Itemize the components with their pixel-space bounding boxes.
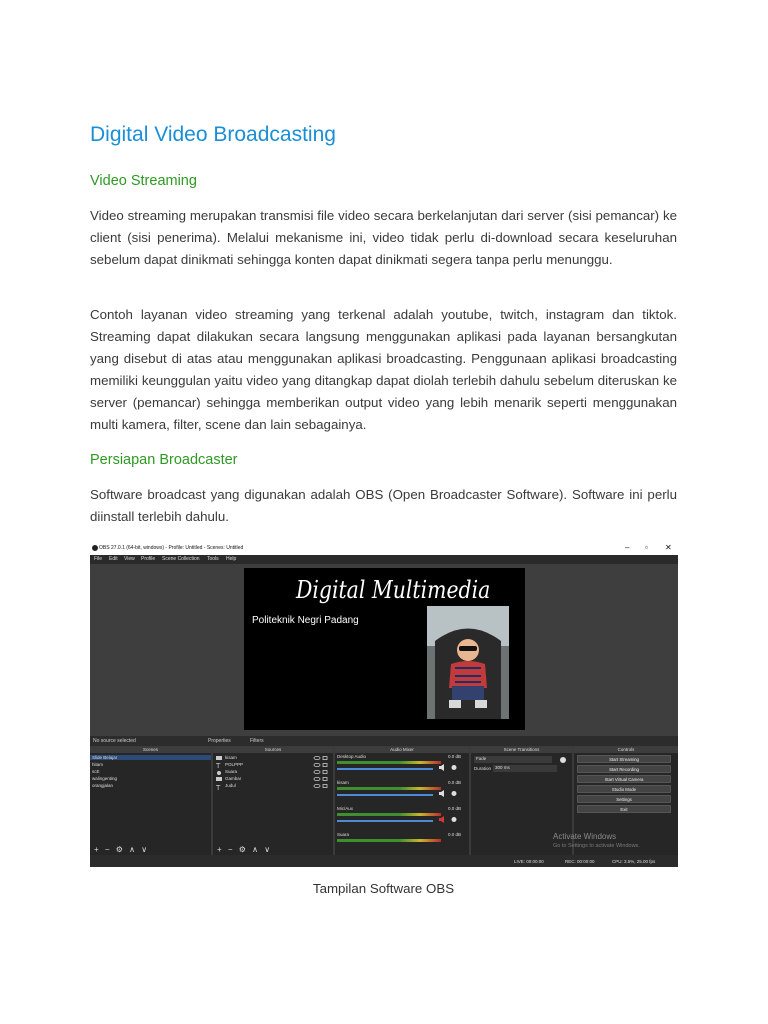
mixer-channel-name: Mic/Aux xyxy=(337,806,354,811)
activate-windows-subtitle: Go to Settings to activate Windows. xyxy=(553,843,640,849)
scenes-header: Scenes xyxy=(90,747,211,753)
audio-mixer-header: Audio Mixer xyxy=(335,747,469,753)
audio-mixer-dock xyxy=(335,747,469,855)
start-virtual-camera-button[interactable]: Start Virtual Camera xyxy=(577,775,671,783)
obs-statusbar xyxy=(90,855,678,867)
canvas-subtitle: Politeknik Negri Padang xyxy=(252,615,359,626)
source-item[interactable]: Gambar xyxy=(225,776,242,781)
menu-scene-collection[interactable]: Scene Collection xyxy=(162,556,200,562)
duration-input[interactable]: 300 ms xyxy=(493,765,557,772)
duration-label: Duration xyxy=(474,766,492,771)
obs-preview-area xyxy=(90,564,678,736)
properties-button[interactable]: Properties xyxy=(208,738,231,744)
obs-titlebar xyxy=(90,542,678,555)
close-icon[interactable]: ✕ xyxy=(665,543,672,552)
volume-meter xyxy=(337,761,441,764)
scene-item[interactable]: orangjalan xyxy=(92,783,114,788)
document-title: Digital Video Broadcasting xyxy=(90,123,336,146)
mixer-channel-name: Suara xyxy=(337,832,350,837)
volume-slider[interactable] xyxy=(337,794,433,796)
filters-button[interactable]: Filters xyxy=(250,738,264,744)
mixer-channel-db: 0.0 dB xyxy=(448,754,462,759)
transition-gear-icon[interactable] xyxy=(559,756,567,772)
mixer-channel-db: 0.0 dB xyxy=(448,832,462,837)
rec-time: REC: 00:00:00 xyxy=(565,859,595,864)
live-time: LIVE: 00:00:00 xyxy=(514,859,544,864)
studio-mode-button[interactable]: Studio Mode xyxy=(577,785,671,793)
transition-select[interactable]: Fade xyxy=(474,756,552,763)
visibility-lock-icons[interactable] xyxy=(313,755,329,791)
mixer-channel-db: 0.0 dB xyxy=(448,806,462,811)
scene-item[interactable]: scE xyxy=(92,769,100,774)
scenes-dock xyxy=(90,747,211,855)
exit-button[interactable]: Exit xyxy=(577,805,671,813)
scenes-tools[interactable]: + − ⚙ ∧ ∨ xyxy=(94,845,150,854)
heading-video-streaming: Video Streaming xyxy=(90,173,197,189)
scene-item[interactable]: Slide Belajar xyxy=(90,755,211,760)
settings-button[interactable]: Settings xyxy=(577,795,671,803)
figure-caption: Tampilan Software OBS xyxy=(312,881,455,896)
mixer-channel-name: Desktop Audio xyxy=(337,754,367,759)
no-source-label: No source selected xyxy=(93,738,136,744)
speaker-gear-icons[interactable] xyxy=(438,764,464,824)
sources-tools[interactable]: + − ⚙ ∧ ∨ xyxy=(217,845,273,854)
obs-window-title: OBS 27.0.1 (64-bit, windows) - Profile: Untitled - Scenes: Untitled xyxy=(99,545,244,551)
source-type-icons xyxy=(215,755,223,791)
menu-help[interactable]: Help xyxy=(226,556,237,562)
mixer-channel-db: 0.0 dB xyxy=(448,780,462,785)
scene-item[interactable]: hitam xyxy=(92,762,104,767)
scene-item[interactable]: walingenting xyxy=(92,776,118,781)
scene-transitions-header: Scene Transitions xyxy=(471,747,572,753)
obs-screenshot xyxy=(90,542,678,867)
source-toolbar xyxy=(90,736,678,746)
menu-edit[interactable]: Edit xyxy=(109,556,118,562)
source-item[interactable]: POLPPP xyxy=(225,762,244,767)
menu-view[interactable]: View xyxy=(124,556,135,562)
volume-meter xyxy=(337,787,441,790)
volume-slider[interactable] xyxy=(337,768,433,770)
obs-menubar xyxy=(90,555,678,564)
source-item[interactable]: kisam xyxy=(225,755,237,760)
mixer-channel-name: kisam xyxy=(337,780,349,785)
volume-slider[interactable] xyxy=(337,820,433,822)
menu-file[interactable]: File xyxy=(94,556,103,562)
canvas-title: Digital Multimedia xyxy=(296,576,491,604)
source-item[interactable]: Suara xyxy=(225,769,238,774)
activate-windows-title: Activate Windows xyxy=(553,832,617,841)
volume-meter xyxy=(337,839,441,842)
paragraph-persiapan-broadcaster: Software broadcast yang digunakan adalah OBS (Open Broadcaster Software). Software ini perlu diinstall terlebih dahulu. xyxy=(90,487,677,524)
paragraph-video-streaming-2: Contoh layanan video streaming yang terkenal adalah youtube, twitch, instagram dan tiktok. Streaming dapat dilakukan secara langsung menggunakan aplikasi pada layanan bersangkutan yang disebut di atas atau menggunakan aplikasi broadcasting. Penggunaan aplikasi broadcasting memiliki keunggulan yaitu video yang ditangkap dapat diolah terlebih dahulu sebelum diteruskan ke server (pemancar) sehingga memberikan output video yang lebih menarik seperti menggunakan multi kamera, filter, scene dan lain sebagainya. xyxy=(90,307,677,432)
sources-header: Sources xyxy=(213,747,333,753)
heading-persiapan-broadcaster: Persiapan Broadcaster xyxy=(90,452,238,468)
menu-profile[interactable]: Profile xyxy=(141,556,156,562)
sources-dock xyxy=(213,747,333,855)
obs-logo-icon xyxy=(92,545,98,551)
webcam-photo xyxy=(427,606,509,719)
svg-text:T: T xyxy=(216,762,221,770)
source-item[interactable]: Judul xyxy=(225,783,236,788)
menu-tools[interactable]: Tools xyxy=(207,556,219,562)
maximize-icon[interactable]: ▫ xyxy=(645,543,648,552)
start-streaming-button[interactable]: Start Streaming xyxy=(577,755,671,763)
obs-preview-canvas[interactable] xyxy=(244,568,525,730)
volume-meter xyxy=(337,813,441,816)
minimize-icon[interactable]: – xyxy=(625,543,630,552)
paragraph-video-streaming-1: Video streaming merupakan transmisi file video secara berkelanjutan dari server (sisi pemancar) ke client (sisi penerima). Melalui mekanisme ini, video tidak perlu di-download secara keseluruhan sebelum dapat dinikmati sehingga konten dapat dinikmati segera tanpa perlu menunggu. xyxy=(90,208,677,267)
start-recording-button[interactable]: Start Recording xyxy=(577,765,671,773)
cpu-fps: CPU: 3.5%, 25.00 fps xyxy=(612,859,656,864)
svg-text:T: T xyxy=(216,784,221,791)
controls-header: Controls xyxy=(574,747,678,753)
